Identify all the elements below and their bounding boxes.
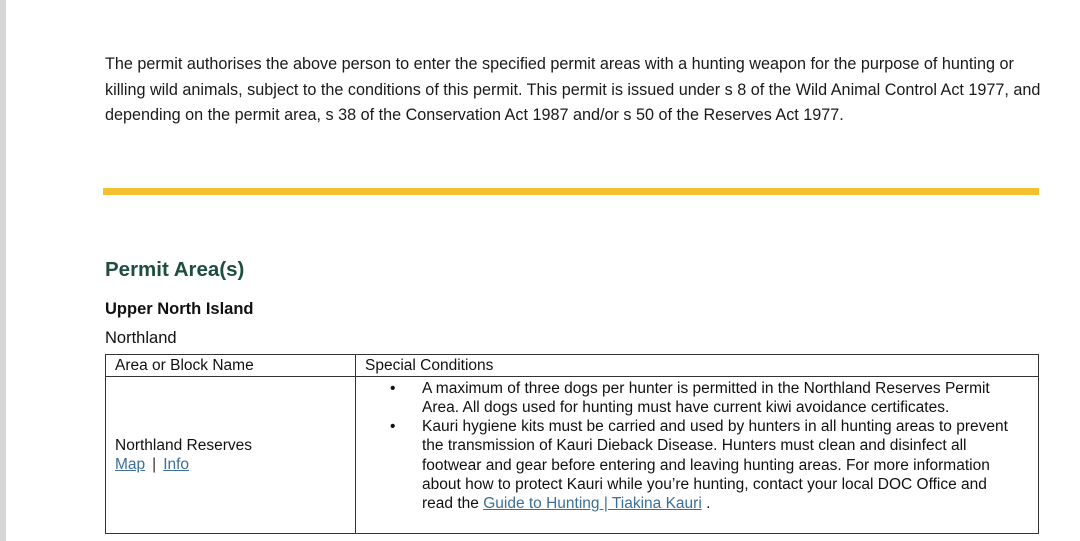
permit-areas-table xyxy=(105,354,1039,534)
page-edge-shadow xyxy=(0,0,6,541)
area-links xyxy=(115,455,346,475)
section-divider xyxy=(103,188,1039,195)
guide-to-hunting-link[interactable]: Guide to Hunting | Tiakina Kauri xyxy=(483,495,702,513)
map-link[interactable]: Map xyxy=(115,456,146,473)
subregion-title: Northland xyxy=(105,329,177,347)
bullet-icon: • xyxy=(390,379,396,397)
link-separator: | xyxy=(152,456,157,473)
condition-text: Kauri hygiene kits must be carried and used by hunters in all hunting areas to prevent the transmission of Kauri Dieback Disease. Hunters must clean and disinfect all footwear and gear before entering and leaving hunting areas. For more information about how to protect Kauri while you’re hunting, contact your local DOC Office and read the xyxy=(422,418,1008,513)
area-name: Northland Reserves xyxy=(115,436,252,454)
column-header-conditions: Special Conditions xyxy=(356,355,1039,377)
condition-text: A maximum of three dogs per hunter is permitted in the Northland Reserves Permit Area. All dogs used for hunting must have current kiwi avoidance certificates. xyxy=(422,379,990,416)
condition-trailing: . xyxy=(706,495,711,513)
table-header-row xyxy=(106,355,1039,377)
list-item xyxy=(390,417,1018,513)
special-conditions-cell xyxy=(356,376,1039,533)
permit-intro-paragraph: The permit authorises the above person to enter the specified permit areas with a hunting weapon for the purpose of hunting or killing wild animals, subject to the conditions of this permit. This permit is issued under s 8 of the Wild Animal Control Act 1977, and depending on the permit area, s 38 of the Conservation Act 1987 and/or s 50 of the Reserves Act 1977. xyxy=(105,55,1041,124)
table-row xyxy=(106,376,1039,533)
area-name-cell xyxy=(106,376,356,533)
column-header-area: Area or Block Name xyxy=(106,355,356,377)
bullet-icon: • xyxy=(390,418,396,436)
permit-areas-heading: Permit Area(s) xyxy=(105,258,245,281)
region-title: Upper North Island xyxy=(105,300,254,318)
info-link[interactable]: Info xyxy=(163,456,190,473)
conditions-list xyxy=(356,379,1018,514)
list-item xyxy=(390,379,1018,418)
